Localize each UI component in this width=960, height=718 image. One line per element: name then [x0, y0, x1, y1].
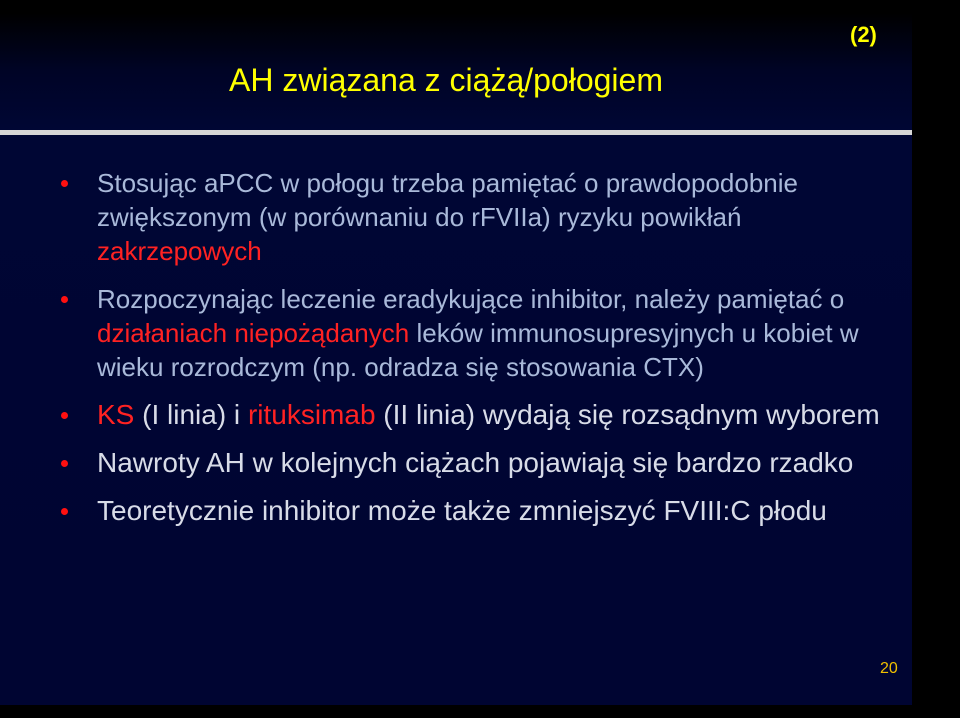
bullet-item	[0, 398, 912, 432]
bullet-list	[0, 166, 912, 542]
page-label: (2)	[850, 22, 877, 47]
bullet-text: leków immunosupresyjnych u kobiet w wieku rozrodczym (np. odradza się stosowania CTX)	[97, 318, 859, 382]
bullet-highlight: zakrzepowych	[97, 236, 262, 266]
bullet-text: Teoretycznie inhibitor może także zmniejszyć FVIII:C płodu	[97, 495, 827, 526]
bullet-highlight: działaniach niepożądanych	[97, 318, 410, 348]
slide-number: 20	[880, 660, 898, 677]
bullet-text: Rozpoczynając leczenie eradykujące inhibitor, należy pamiętać o	[97, 284, 845, 314]
bullet-text: (I linia) i	[134, 399, 248, 430]
bullet-item	[0, 166, 912, 268]
bullet-text: (II linia) wydają się rozsądnym wyborem	[375, 399, 880, 430]
bullet-dot-icon	[61, 296, 68, 303]
slide-title: AH związana z ciążą/połogiem	[229, 62, 663, 98]
bullet-highlight: KS	[97, 399, 135, 430]
bullet-item	[0, 494, 912, 528]
bullet-highlight: rituksimab	[247, 399, 376, 430]
bullet-dot-icon	[61, 412, 68, 419]
bullet-dot-icon	[61, 508, 68, 515]
bullet-item	[0, 446, 912, 480]
bullet-dot-icon	[61, 460, 68, 467]
bullet-text: Stosując aPCC w połogu trzeba pamiętać o prawdopodobnie zwiększonym (w porównaniu do rFVIIa) ryzyku powikłań	[97, 168, 798, 232]
bullet-text: Nawroty AH w kolejnych ciążach pojawiają się bardzo rzadko	[97, 447, 854, 478]
bullet-dot-icon	[61, 180, 68, 187]
bullet-item	[0, 282, 912, 384]
